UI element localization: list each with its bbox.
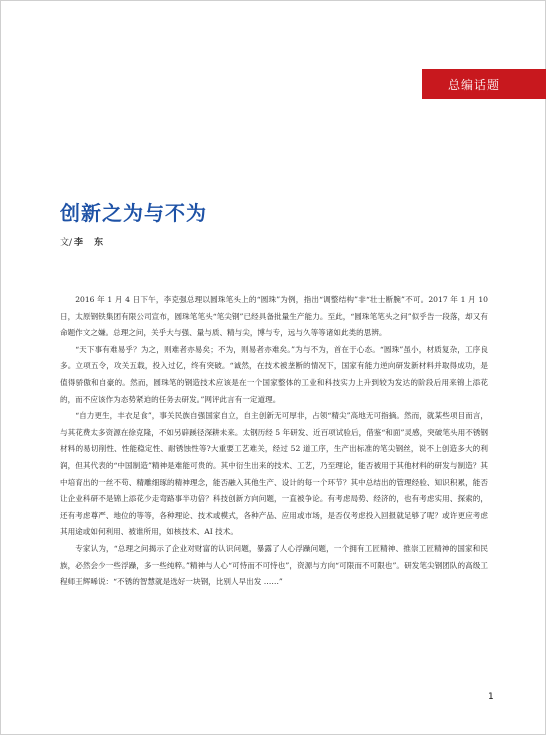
byline-prefix: 文/: [60, 238, 73, 248]
body-paragraph-1: 2016 年 1 月 4 日下午，李克强总理以圆珠笔头上的“圆珠”为例，指出“调整结构”非“壮士断腕”不可。2017 年 1 月 10 日，太原钢铁集团有限公司宣布，圆珠笔笔头“笔尖钢”已经具备批量生产能力。至此，“圆珠笔笔头之问”似乎告一段落，却又有命题作文之嫌。总理之问，关乎大与强、量与质、精与尖，博与专，远与久等等诸如此类的思辨。: [60, 295, 488, 338]
page-number: 1: [488, 692, 494, 702]
article-body: [60, 292, 488, 591]
column-tag-label: 总编话题: [448, 77, 501, 92]
body-paragraph-4: 专家认为，“总理之问揭示了企业对财富的认识问题，暴露了人心浮躁问题，一个拥有工匠精神、推崇工匠精神的国家和民族，必然会少一些浮躁，多一些纯粹。”精神与人心“可恃而不可恃也”，资源与方向“可限而不可限也”。研发笔尖钢团队的高级工程师王辉晞说：“不锈的智慧就是选好一块钢，比别人早出发 ……”: [60, 543, 488, 587]
article-title: 创新之为与不为: [60, 201, 207, 225]
byline: [60, 235, 107, 248]
body-paragraph-2: “天下事有难易乎？为之，则难者亦易矣；不为，则易者亦难矣。”为与不为，首在于心态。“圆珠”虽小，材质复杂，工序良多。立项五令，攻关五载，投入过亿，终有突破。“诚然，在技术被垄断的情况下，国家有能力逆向研发新材料并取得成功，是值得骄傲和自豪的。然而，圆珠笔的钢造技术应该是在一个国家整体的工业和科技实力上升到较为发达的阶段后用来锦上添花的，而不应该作为态势紧迫的任务去研发。”网评此言有一定道理。: [60, 344, 488, 404]
body-paragraph-3: “自力更生，丰衣足食”，事关民族自强国家自立，自主创新无可厚非，占领“精尖”高地无可指摘。然而，就某些项目而言，与其花费太多资源在徐克隆，不如另辟蹊径深耕未来。太钢历经 5 年研发、近百项试验后，借鉴“和面”灵感，突破笔头用不锈钢材料的易切削性、性能稳定性、耐锈蚀性等?大重要工艺难关，经过 52 道工序，生产出标准的笔尖钢丝，说不上创造多大的利润，但其代表的“中国制造”精神是难能可贵的。其中衍生出来的技术、工艺，乃至理论，能否被用于其他材料的研发与制造？其中培育出的一丝不苟、精雕细琢的精神理念，能否融入其他生产、设计的每一个环节？其中总结出的管理经验、知识积累，能否让企业科研不是锦上添花少走弯路事半功倍？科技创新方向问题，一直被争论。有考虑局势、经济的，也有考虑实用、探索的，还有考虑尊严、地位的等等，各种理论、技术或模式，各种产品、应用或市场，是否仅考虑投入回报就足够了呢？或许更应考虑其用途或如何利用、被谁所用，如核技术、AI 技术。: [60, 411, 488, 537]
column-tag: [422, 69, 546, 99]
byline-author: 李 东: [74, 238, 108, 248]
